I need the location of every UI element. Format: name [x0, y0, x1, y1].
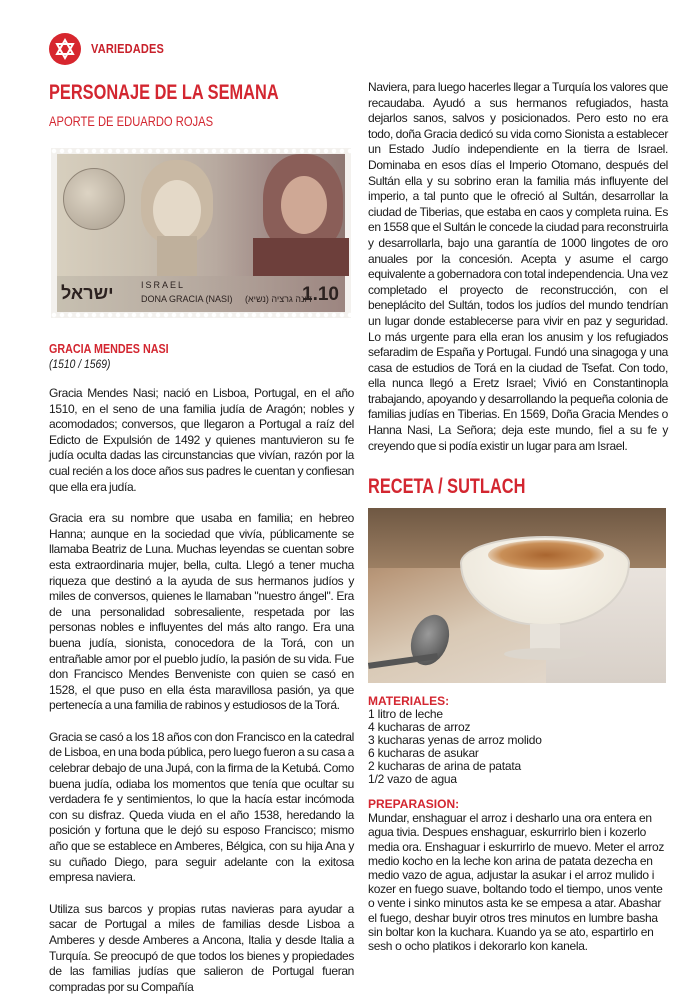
stamp-caption: DONA GRACIA (NASI) — [141, 294, 233, 304]
article-title: PERSONAJE DE LA SEMANA — [49, 81, 279, 104]
dessert-cup — [460, 530, 630, 666]
article-credit: APORTE DE EDUARDO ROJAS — [49, 113, 214, 129]
list-item: 3 kucharas yenas de arroz molido — [368, 733, 542, 748]
materials-label: MATERIALES: — [368, 694, 450, 709]
article-paragraph: Gracia Mendes Nasi; nació en Lisboa, Portugal, en el año 1510, en el seno de una familia judía de Aragón; nobles y acomodados; conversos, que llegaron a Portugal a raíz del Edicto de Expulsión de 1492 y quienes mantuvieron su fe judía oculta dadas las circunstancias que vivían, razón por la cual recién a los doce años sus padres le cuentan y confiesan que ella era judía. — [49, 386, 354, 494]
stamp-hebrew-caption: דונה גרציה (נשיא) — [245, 294, 312, 304]
person-name: GRACIA MENDES NASI — [49, 342, 169, 356]
portrait-right — [253, 154, 349, 276]
portrait-left — [127, 158, 227, 276]
preparation-label: PREPARASION: — [368, 797, 460, 812]
article-paragraph: Utiliza sus barcos y propias rutas navieras para ayudar a sacar de Portugal a miles de familias desde Lisboa a Amberes y desde Amberes a Ancona, Italia y desde Italia a Turquía. Se preocupó de que todos los bienes y propiedades de las familias judías que salieron de Portugal fueran compradas por su Compañía — [49, 901, 354, 994]
list-item: 6 kucharas de asukar — [368, 746, 479, 761]
article-paragraph: Gracia se casó a los 18 años con don Francisco en la catedral de Lisboa, en una boda pública, pero luego fueron a su casa a celebrar debajo de una Jupá, con la firma de la Ketubá. Como buena judía, odiaba los momentos que tenía que ocultar su verdadera fe y sentimientos, lo que la hacía estar incómoda con su disfraz. Queda viuda en el año 1538, heredando la posición y fortuna que le dejó su esposo Francisco; mismo año que se establece en Amberes, Bélgica, con su hija Ana y su cuñado Diego, para seguir adelante con la exitosa empresa naviera. — [49, 729, 354, 885]
list-item: 1/2 vazo de agua — [368, 772, 457, 787]
stamp-image — [51, 148, 351, 318]
article-continuation: Naviera, para luego hacerles llegar a Turquía los valores que recaudaba. Ayudó a sus hermanos refugiados, hasta dejarlos sanos, salvos y posicionados. Pero esto no era todo, doña Gracia dedicó su vida como Sionista a establecer un Estado Judío independiente en la tierra de Israel. Dominaba en esos días el Imperio Otomano, después del Sultán ella y su sobrino eran la familia más influyente del imperio, a tal punto que le ofreció al Sultán, desarrollar la ciudad de Tiberias, que estaba en caos y completa ruina. Es en 1558 que el Sultán le concede la ciudad para reconstruirla y desarrollarla, bajo una garantía de 1000 lingotes de oro anuales por la concesión. Acepta y asume el cargo equivalente a gobernadora con total independencia. Una vez completado el proyecto de reconstrucción, con el beneplácito del Sultán, todos los judíos del mundo tendrían un lugar donde establecerse para vivir en paz y seguridad. Lo más urgente para ella eran los anusim y los refugiados sefaradim de España y Portugal. Fundó una sinagoga y una casa de estudios de Torá en la ciudad de Tsefat. Con todo, ella nunca llegó a Eretz Israel; Vivió en Constantinopla trabajando, apoyando y desarrollando la pequeña colonia de familias judías en Tiberias. En 1569, Doña Gracia Mendes o Hanna Nasi, La Señora; deja este mundo, fiel a su fe y creyendo que si podía existir un lugar para am Israel. — [368, 80, 668, 453]
preparation-text: Mundar, enshaguar el arroz i desharlo una ora entera en agua tivia. Despues enshaguar, eskurrirlo bien i kozerlo media ora. Enshaguar i eskurrirlo de muevo. Meter el arroz medio kocho en la leche kon arina de patata dezecha en medio vazo de agua, adjustar la asukar i el arroz mulido i kozer en fuego suave, boltando todo el tiempo, unos vente o vente i sinko minutos asta ke se empesa a atar. Abashar el fuego, deshar buyir otros tres minutos en lumbre basha sin boltar kon la kuchara. Kuando ya se ato, espartirlo en sesh o ocho platikos i dekorarlo kon kanela. — [368, 811, 665, 954]
stamp-hebrew-country: ישראל — [61, 283, 114, 303]
person-dates: (1510 / 1569) — [49, 357, 111, 371]
sutlach-photo — [368, 508, 666, 683]
materials-list — [368, 708, 668, 786]
article-right-column — [368, 80, 668, 953]
stamp-country: ISRAEL — [141, 280, 186, 290]
article-paragraph: Gracia era su nombre que usaba en familia; en hebreo Hanna; aunque en la sociedad que vivía, públicamente se llamaba Beatriz de Luna. Muchas leyendas se cuentan sobre esta extraordinaria mujer, bella, culta. Llegó a tener mucha riqueza que destinó a la ayuda de sus hermanos judíos y miles de conversos, quienes le llamaban "nuestro ángel". Era de una personalidad sobresaliente, respetada por las personas nobles e influyentes del más alto rango. Era una buena judía, sionista, conocedora de la Torá, con un entrañable amor por el pueblo judío, la pasión de su vida. Fue don Francisco Mendes Benveniste con quien se casó en 1528, el que puso en ella ésta maravillosa pasión, ya que pertenecía a una familia de rabinos y estudiosos de la Torá. — [49, 511, 354, 713]
stamp-value: 1.10 — [302, 284, 339, 305]
list-item: 4 kucharas de arroz — [368, 720, 471, 735]
star-of-david-icon — [49, 33, 81, 65]
recipe-title: RECETA / SUTLACH — [368, 475, 526, 499]
article-left-column — [49, 80, 354, 995]
coin-illustration — [63, 168, 125, 230]
section-label: VARIEDADES — [91, 42, 165, 56]
list-item: 1 litro de leche — [368, 707, 443, 722]
section-header — [49, 32, 174, 66]
list-item: 2 kucharas de arina de patata — [368, 759, 521, 774]
